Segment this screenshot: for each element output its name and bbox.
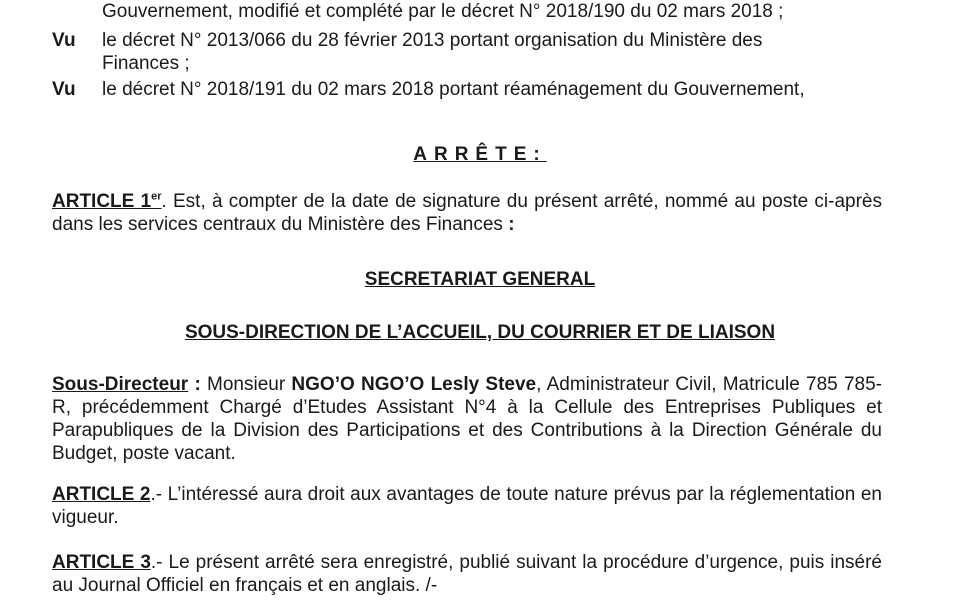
vu-text: le décret N° 2018/191 du 02 mars 2018 portant réaménagement du Gouvernement,: [102, 79, 805, 100]
vu-item: [52, 29, 892, 75]
vu-label: Vu: [52, 79, 76, 100]
article-1-label: ARTICLE 1er: [52, 190, 162, 212]
vu-item: [52, 78, 892, 101]
article-1-text: . Est, à compter de la date de signature du présent arrêté, nommé au poste ci-après dans les services centraux du Ministère des Finances: [52, 191, 882, 235]
article-2-text: .- L’intéressé aura droit aux avantages de toute nature prévus par la réglementation en vigueur.: [52, 484, 882, 528]
vu-text: le décret N° 2013/066 du 28 février 2013 portant organisation du Ministère des: [102, 30, 763, 51]
arrete-heading: ARRÊTE:: [413, 144, 547, 165]
vu-text-continued: Finances ;: [102, 53, 190, 74]
vu-label: Vu: [52, 30, 76, 51]
sous-directeur-text: , Administrateur Civil, Matricule 785 785-R, précédemment Chargé d’Etudes Assistant N°4 à la Cellule des Entreprises Publiques et Parapubliques de la Division des Participations et des Contributions à la Direction Générale du Budget, poste vacant.: [52, 374, 883, 464]
section-title: SECRETARIAT GENERAL: [364, 269, 596, 290]
appointee-name: NGO’O NGO’O Lesly Steve: [291, 374, 537, 395]
sous-directeur-label: Sous-Directeur: [52, 374, 189, 395]
vu-continuation-text: Gouvernement, modifié et complété par le décret N° 2018/190 du 02 mars 2018 ;: [102, 1, 784, 22]
sous-directeur-paragraph: Sous-Directeur : Monsieur NGO’O NGO’O Lesly Steve, Administrateur Civil, Matricule 785 785-R, précédemment Chargé d’Etudes Assistant N°4 à la Cellule des Entreprises Publiques et Parapubliques de la Division des Participations et des Contributions à la Direction Générale du Budget, poste vacant.: [52, 374, 883, 464]
vu-continuation-line: [52, 0, 892, 23]
article-2: [52, 483, 882, 529]
article-3: [52, 551, 882, 597]
article-2-label: ARTICLE 2: [52, 484, 151, 505]
subsection-title: SOUS-DIRECTION DE L’ACCUEIL, DU COURRIER ET DE LIAISON: [184, 322, 776, 343]
vu-block: [52, 0, 892, 101]
article-3-text: .- Le présent arrêté sera enregistré, publié suivant la procédure d’urgence, puis inséré au Journal Officiel en français et en anglais. /-: [52, 552, 882, 596]
article-3-label: ARTICLE 3: [52, 552, 151, 573]
article-1: ARTICLE 1er. Est, à compter de la date de signature du présent arrêté, nommé au poste ci-après dans les services centraux du Ministère des Finances :: [52, 190, 882, 235]
